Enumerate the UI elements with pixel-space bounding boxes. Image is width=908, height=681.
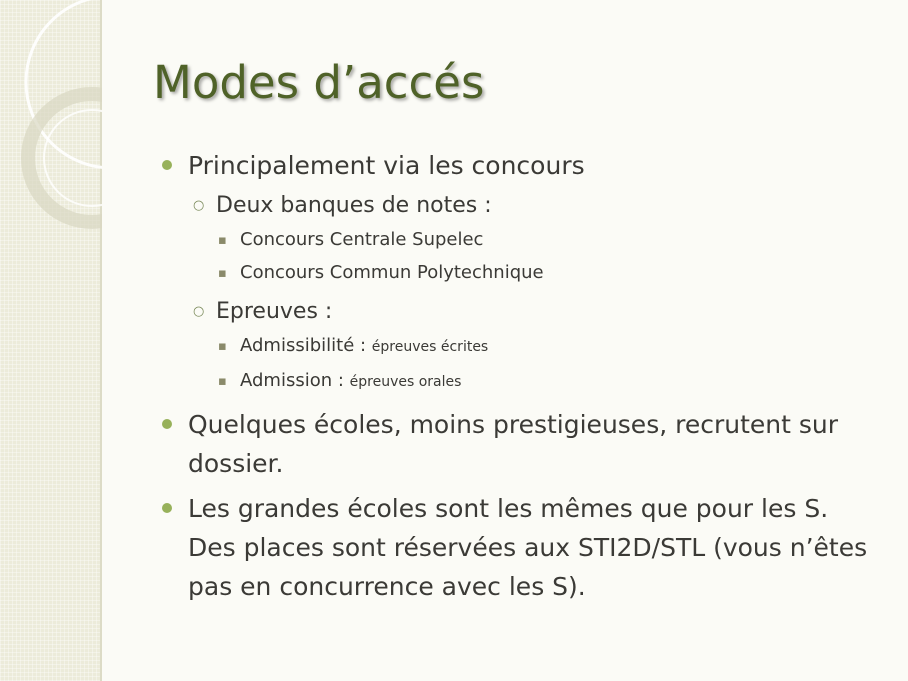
sub-sub-item-detail: épreuves écrites: [371, 339, 489, 355]
sub-sub-item-label: Admission :: [240, 370, 350, 391]
hollow-circle-bullet-icon: ○: [193, 304, 205, 319]
bullet-dot-icon: [162, 160, 172, 170]
sub-sub-item-text: Concours Centrale Supelec: [240, 229, 484, 250]
sub-item-banques: [160, 189, 880, 223]
bullet-text: Les grandes écoles sont les mêmes que pour les S. Des places sont réservées aux STI2D/STL (vous n’êtes pas en concurrence avec les S).: [188, 494, 868, 601]
sub-sub-item-ccp: [160, 256, 880, 289]
decorative-circles: [0, 0, 102, 681]
sub-sub-item-admission: [160, 364, 880, 399]
sub-item-epreuves: [160, 295, 880, 329]
sub-sub-item-detail: épreuves orales: [349, 374, 462, 390]
small-star-bullet-icon: ▪: [218, 233, 227, 248]
bullet-dot-icon: [162, 419, 172, 429]
bullet-text: Principalement via les concours: [188, 151, 585, 180]
hollow-circle-bullet-icon: ○: [193, 198, 205, 213]
slide-title: Modes d’accés: [153, 56, 485, 109]
bullet-dot-icon: [162, 503, 172, 513]
sub-sub-item-centrale: [160, 223, 880, 256]
sub-sub-item-admissibilite: [160, 329, 880, 364]
sub-sub-item-label: Admissibilité :: [240, 335, 372, 356]
bullet-item-grandes-ecoles: [160, 489, 880, 606]
bullet-text: Quelques écoles, moins prestigieuses, recrutent sur dossier.: [188, 410, 839, 478]
slide-body: [160, 146, 880, 606]
sub-item-text: Deux banques de notes :: [216, 193, 492, 218]
small-star-bullet-icon: ▪: [218, 339, 227, 354]
small-star-bullet-icon: ▪: [218, 266, 227, 281]
bullet-item-dossier: [160, 405, 880, 483]
sub-item-text: Epreuves :: [216, 299, 333, 324]
small-star-bullet-icon: ▪: [218, 374, 227, 389]
sub-sub-item-text: Concours Commun Polytechnique: [240, 262, 544, 283]
bullet-item-concours: [160, 146, 880, 185]
